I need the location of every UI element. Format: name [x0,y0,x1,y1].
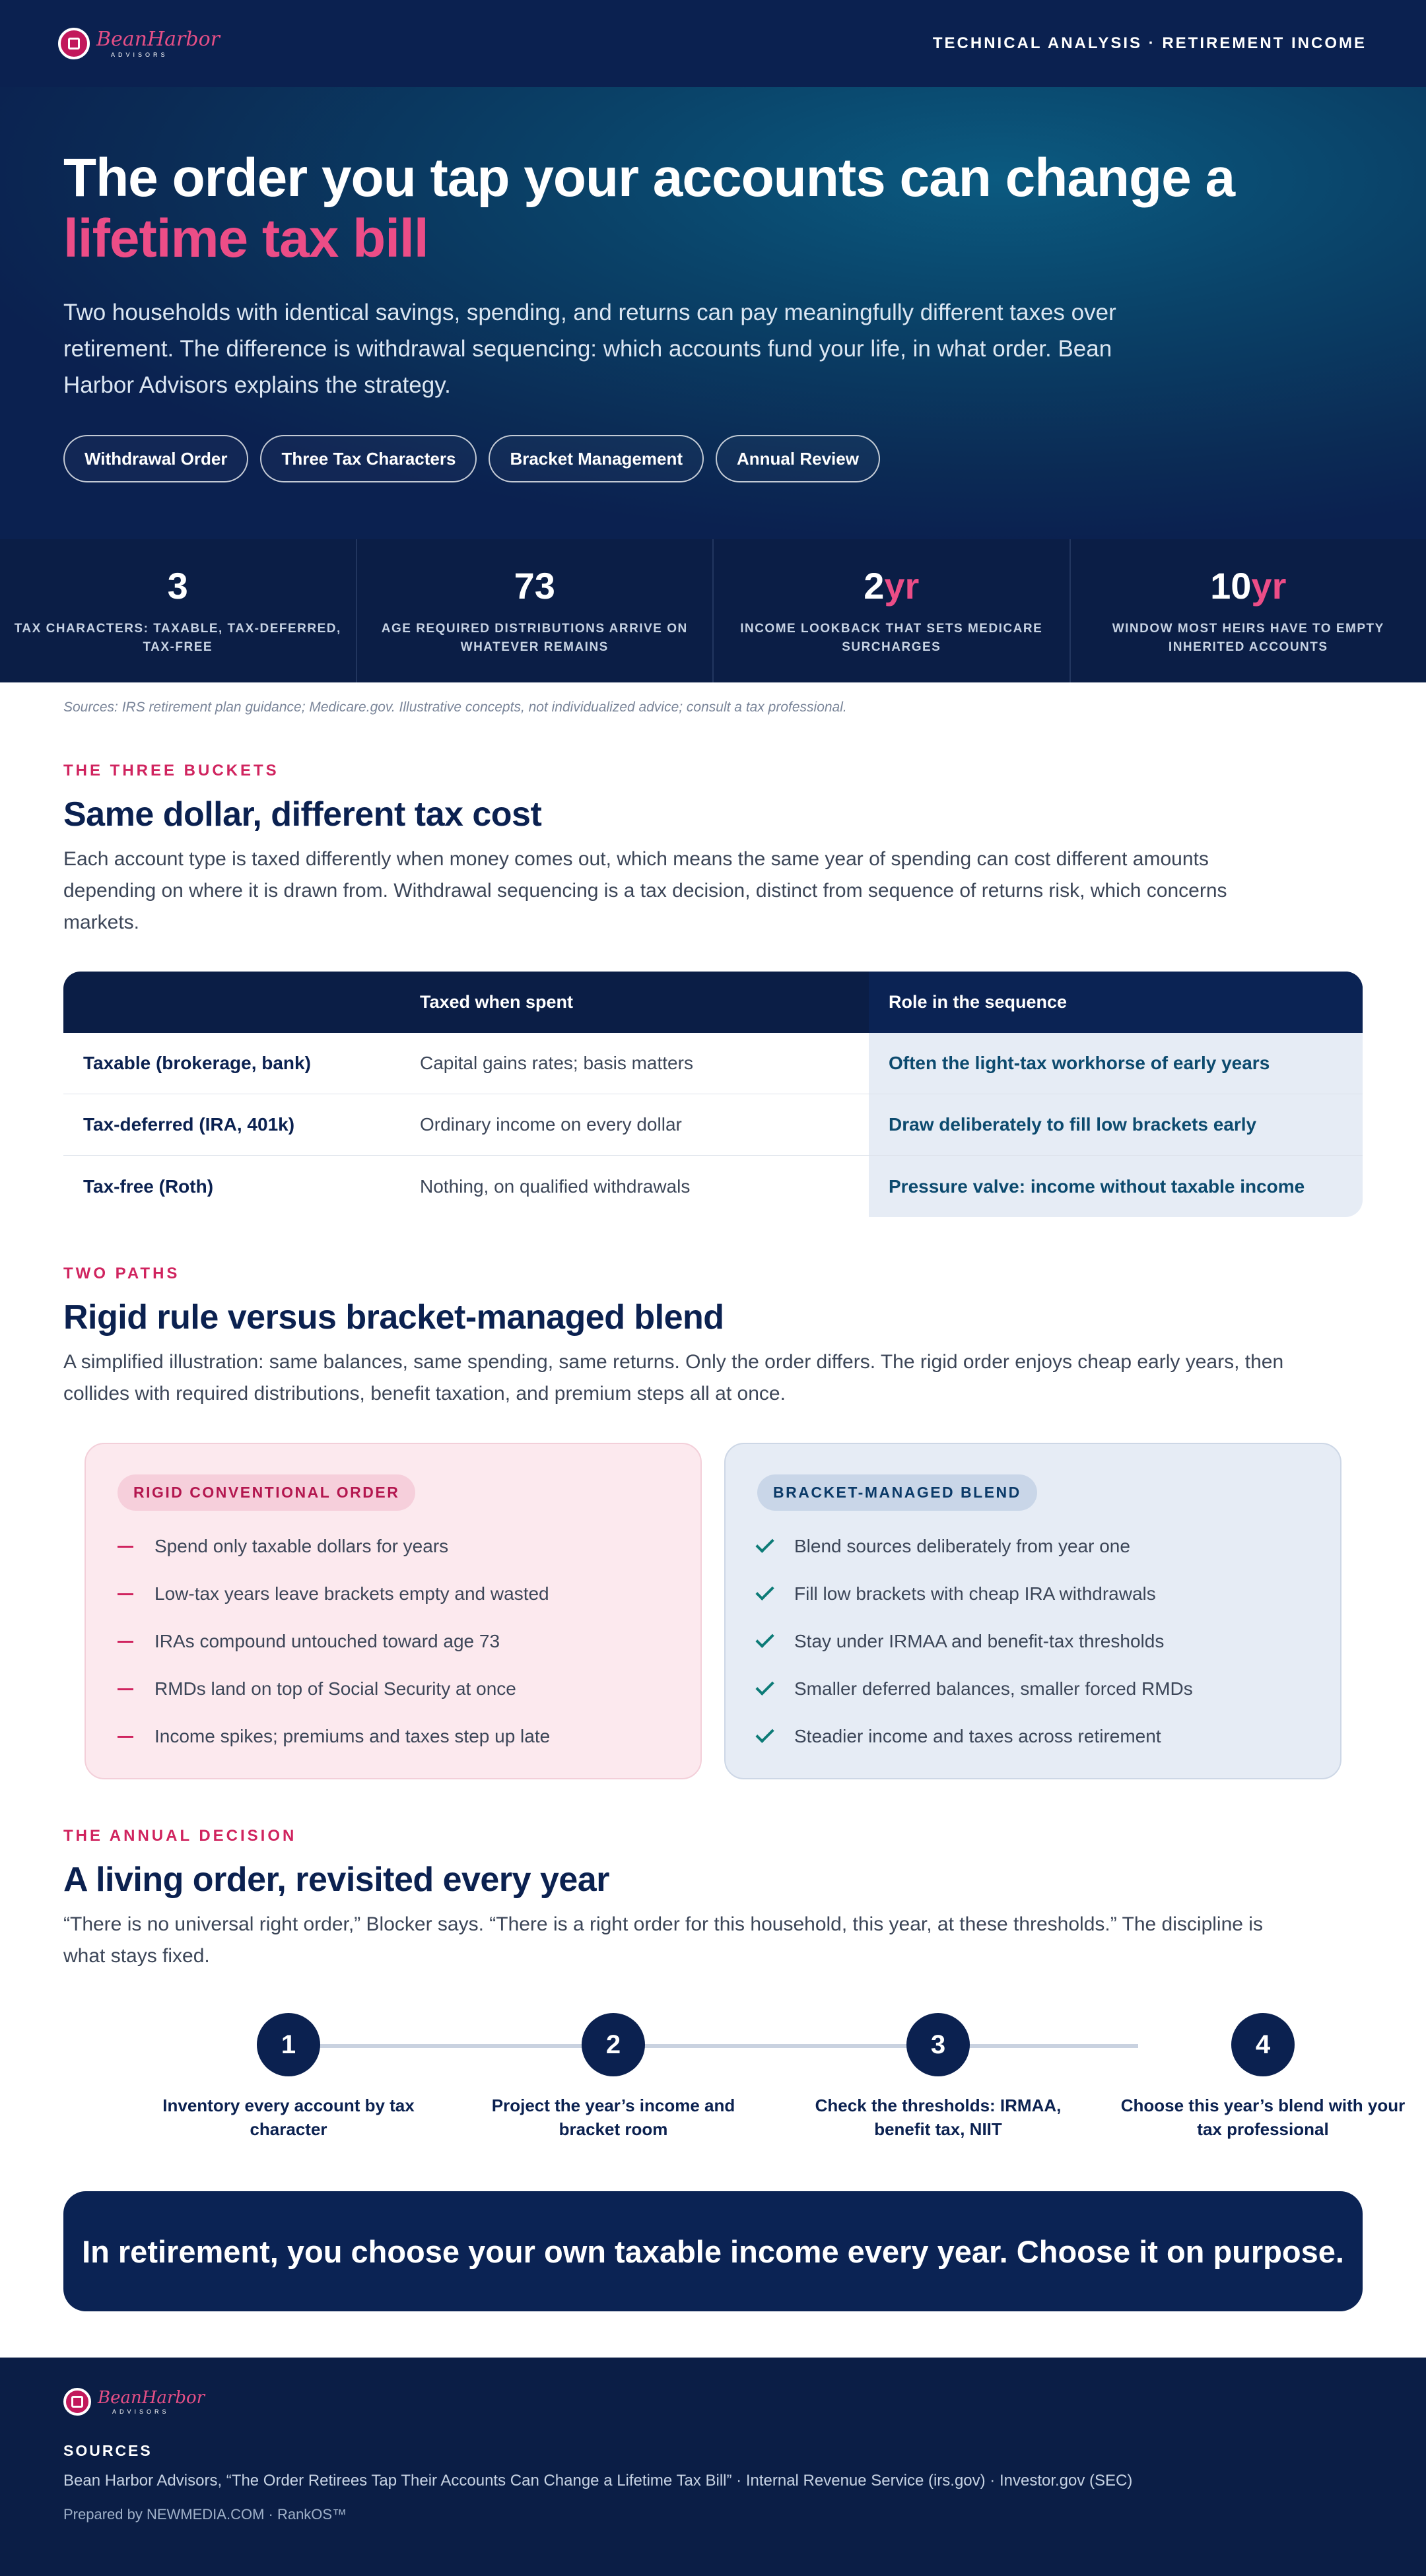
section-lede: A simplified illustration: same balances, same spending, same returns. Only the order differs. The rigid order enjoys cheap early years, then collides with required distributions, benefit taxation, and premium steps all at once. [63,1346,1305,1410]
brand-name: BeanHarbor [98,2389,205,2406]
table-cell: Draw deliberately to fill low brackets early [869,1094,1363,1155]
logo-icon [58,28,90,59]
step-text: Choose this year’s blend with your tax professional [1111,2094,1415,2141]
table-cell: Often the light-tax workhorse of early years [869,1033,1363,1094]
stat-heirs-window [1071,539,1426,682]
step-1 [137,2013,440,2141]
footer-sources: Bean Harbor Advisors, “The Order Retirees Tap Their Accounts Can Change a Lifetime Tax Bill” · Internal Revenue Service (irs.gov) · Investor.gov (SEC) [63,2472,1363,2490]
table-header-cell: Taxed when spent [400,972,869,1033]
check-icon [757,1684,794,1694]
closing-callout [63,2191,1363,2311]
step-2 [461,2013,765,2141]
rigid-order-card [85,1443,702,1779]
hero-lede: Two households with identical savings, spending, and returns can pay meaningfully different taxes over retirement. The difference is withdrawal sequencing: which accounts fund your life, in what order. Bean Harbor Advisors explains the strategy. [63,294,1159,403]
table-row [63,1094,1363,1156]
table-cell: Nothing, on qualified withdrawals [400,1156,869,1217]
section-title: Rigid rule versus bracket-managed blend [63,1298,1363,1337]
table-cell: Tax-deferred (IRA, 401k) [63,1094,400,1155]
footer-logo[interactable] [63,2388,1363,2416]
step-number: 3 [906,2013,970,2076]
list-item: Steadier income and taxes across retirement [757,1713,1308,1760]
callout-text: In retirement, you choose your own taxable income every year. Choose it on purpose. [82,2233,1344,2270]
tax-buckets-table [63,972,1363,1217]
section-eyebrow: THE THREE BUCKETS [63,762,1363,780]
table-cell: Taxable (brokerage, bank) [63,1033,400,1094]
brand-logo[interactable] [58,28,220,59]
stat-lookback [714,539,1071,682]
stats-band [0,539,1426,682]
card-badge: BRACKET-MANAGED BLEND [757,1474,1037,1511]
list-item: Income spikes; premiums and taxes step up late [118,1713,669,1760]
section-title: A living order, revisited every year [63,1860,1363,1899]
hero-title-accent: lifetime tax bill [63,209,1291,269]
pill-bracket-management[interactable]: Bracket Management [489,435,704,482]
table-header-cell: Role in the sequence [869,972,1363,1033]
table-cell: Tax-free (Roth) [63,1156,400,1217]
footer-heading: SOURCES [63,2442,1363,2460]
section-title: Same dollar, different tax cost [63,795,1363,834]
table-row [63,1033,1363,1094]
stat-value: 3 [168,567,188,605]
section-eyebrow: THE ANNUAL DECISION [63,1827,1363,1845]
step-3 [786,2013,1090,2141]
table-cell: Capital gains rates; basis matters [400,1033,869,1094]
check-icon [757,1637,794,1646]
list-item: Blend sources deliberately from year one [757,1523,1308,1570]
card-badge: RIGID CONVENTIONAL ORDER [118,1474,415,1511]
section-lede: “There is no universal right order,” Blocker says. “There is a right order for this household, this year, at these thresholds.” The discipline is what stays fixed. [63,1909,1305,1972]
pill-three-tax-characters[interactable]: Three Tax Characters [260,435,477,482]
stat-tax-characters [0,539,357,682]
list-item: Fill low brackets with cheap IRA withdrawals [757,1570,1308,1618]
bracket-blend-card [724,1443,1341,1779]
stat-label: WINDOW MOST HEIRS HAVE TO EMPTY INHERITED ACCOUNTS [1083,620,1413,657]
list-item: Low-tax years leave brackets empty and wasted [118,1570,669,1618]
step-text: Project the year’s income and bracket room [461,2094,765,2141]
dash-icon [118,1736,154,1738]
dash-icon [118,1688,154,1690]
sources-note: Sources: IRS retirement plan guidance; Medicare.gov. Illustrative concepts, not individualized advice; consult a tax professional. [0,682,1426,715]
table-header-row [63,972,1363,1033]
step-text: Check the thresholds: IRMAA, benefit tax, NIIT [786,2094,1090,2141]
stat-value: 2yr [864,567,919,605]
dash-icon [118,1641,154,1643]
list-item: Stay under IRMAA and benefit-tax thresholds [757,1618,1308,1665]
step-number: 4 [1231,2013,1295,2076]
step-text: Inventory every account by tax character [137,2094,440,2141]
footer-prepared-by: Prepared by NEWMEDIA.COM · RankOS™ [63,2506,1363,2523]
dash-icon [118,1593,154,1595]
table-row [63,1156,1363,1217]
logo-icon [63,2388,91,2416]
hero-title-main: The order you tap your accounts can change a [63,148,1235,208]
step-number: 1 [257,2013,320,2076]
topbar-label: TECHNICAL ANALYSIS · RETIREMENT INCOME [933,34,1367,53]
list-item: RMDs land on top of Social Security at once [118,1665,669,1713]
top-bar [0,0,1426,87]
stat-value: 10yr [1210,567,1286,605]
section-three-buckets [0,715,1426,1217]
stat-label: INCOME LOOKBACK THAT SETS MEDICARE SURCHARGES [726,620,1056,657]
section-two-paths [0,1217,1426,1779]
list-item: IRAs compound untouched toward age 73 [118,1618,669,1665]
brand-name: BeanHarbor [96,30,220,50]
table-cell: Pressure valve: income without taxable income [869,1156,1363,1217]
comparison-cards [85,1443,1341,1779]
process-steps [63,2013,1363,2152]
check-icon [757,1542,794,1551]
list-item: Spend only taxable dollars for years [118,1523,669,1570]
topic-pills [63,435,1363,482]
check-icon [757,1732,794,1741]
step-4 [1111,2013,1415,2141]
pill-annual-review[interactable]: Annual Review [716,435,880,482]
stat-rmd-age [357,539,714,682]
step-number: 2 [582,2013,645,2076]
section-eyebrow: TWO PATHS [63,1265,1363,1283]
footer [0,2358,1426,2576]
brand-sub: ADVISORS [96,52,220,58]
hero-title [63,148,1291,269]
hero [0,87,1426,539]
check-icon [757,1589,794,1599]
table-header-cell [63,972,400,1033]
stat-label: TAX CHARACTERS: TAXABLE, TAX-DEFERRED, TAX-FREE [13,620,343,657]
stat-value: 73 [514,567,555,605]
stat-label: AGE REQUIRED DISTRIBUTIONS ARRIVE ON WHATEVER REMAINS [370,620,700,657]
table-cell: Ordinary income on every dollar [400,1094,869,1155]
list-item: Smaller deferred balances, smaller forced RMDs [757,1665,1308,1713]
pill-withdrawal-order[interactable]: Withdrawal Order [63,435,248,482]
section-annual-decision [0,1779,1426,2152]
section-lede: Each account type is taxed differently when money comes out, which means the same year of spending can cost different amounts depending on where it is drawn from. Withdrawal sequencing is a tax decision, distinct from sequence of returns risk, which concerns markets. [63,843,1305,939]
brand-sub: ADVISORS [98,2409,205,2415]
dash-icon [118,1546,154,1548]
